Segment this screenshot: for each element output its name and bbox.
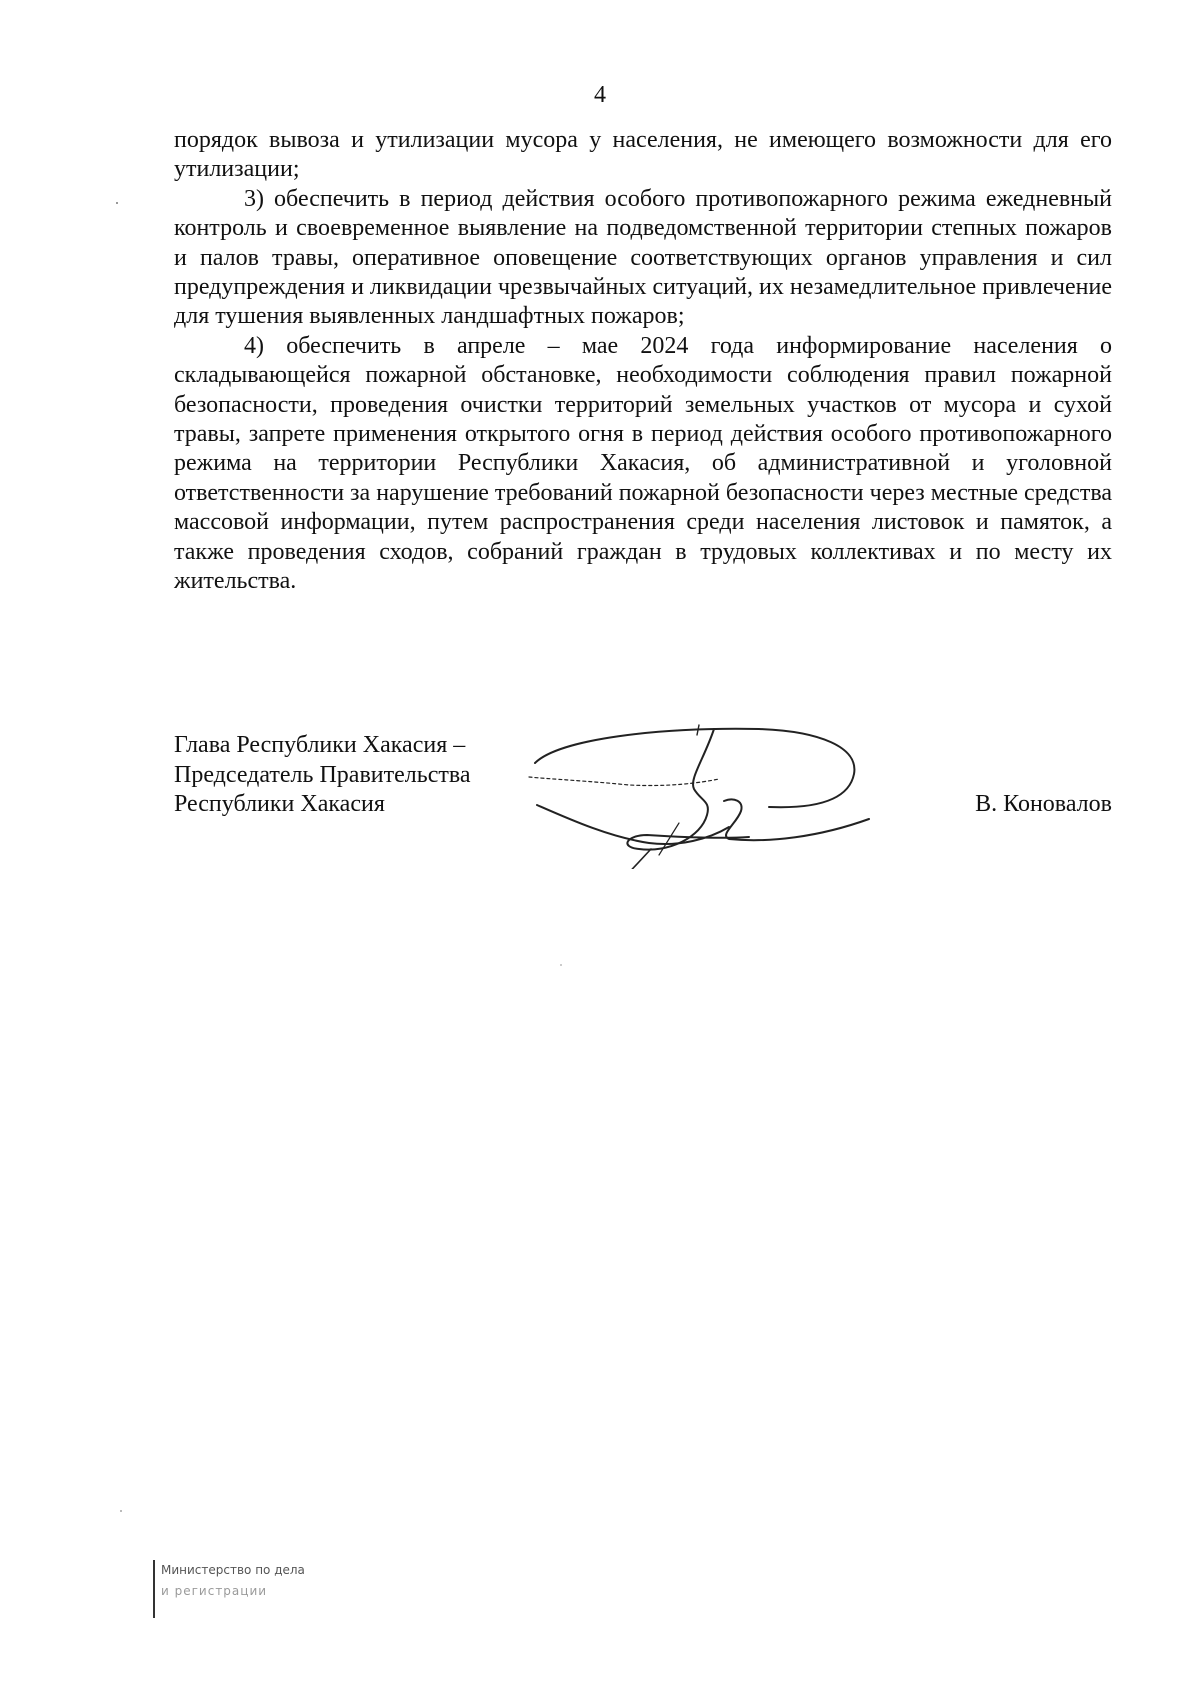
scan-speck xyxy=(120,1510,122,1512)
signatory-title-line: Глава Республики Хакасия – xyxy=(174,732,466,758)
stamp-line: Министерство по дела xyxy=(161,1563,305,1577)
paragraph-item-3: 3) обеспечить в период действия особого противопожарного режима ежедневный контроль и своевременное выявление на подведомственной территории степных пожаров и палов травы, оперативное оповещение соответствующих органов управления и сил предупреждения и ликвидации чрезвычайных ситуаций, их незамедлительное привлечение для тушения выявленных ландшафтных пожаров; xyxy=(174,185,1112,330)
signatory-title xyxy=(174,731,471,820)
paragraph-continuation: порядок вывоза и утилизации мусора у населения, не имеющего возможности для его утилизации; xyxy=(174,127,1112,183)
paragraph-item-4: 4) обеспечить в апреле – мае 2024 года информирование населения о складывающейся пожарной обстановке, необходимости соблюдения правил пожарной безопасности, проведения очистки территорий земельных участков от мусора и сухой травы, запрете применения открытого огня в период действия особого противопожарного режима на территории Республики Хакасия, об административной и уголовной ответственности за нарушение требований пожарной безопасности через местные средства массовой информации, путем распространения среди населения листовок и памяток, а также проведения сходов, собраний граждан в трудовых коллективах и по месту их жительства. xyxy=(174,332,1112,595)
signatory-name: В. Коновалов xyxy=(975,791,1112,817)
signature-block xyxy=(174,731,1112,871)
scan-speck xyxy=(560,964,562,966)
signatory-title-line: Председатель Правительства xyxy=(174,761,471,788)
scan-speck xyxy=(116,202,118,204)
registration-stamp xyxy=(153,1560,371,1618)
signatory-title-line: Республики Хакасия xyxy=(174,791,385,817)
page-number: 4 xyxy=(594,82,606,108)
stamp-line: и регистрации xyxy=(161,1584,268,1598)
handwritten-signature xyxy=(519,719,889,869)
document-body xyxy=(174,126,1112,597)
